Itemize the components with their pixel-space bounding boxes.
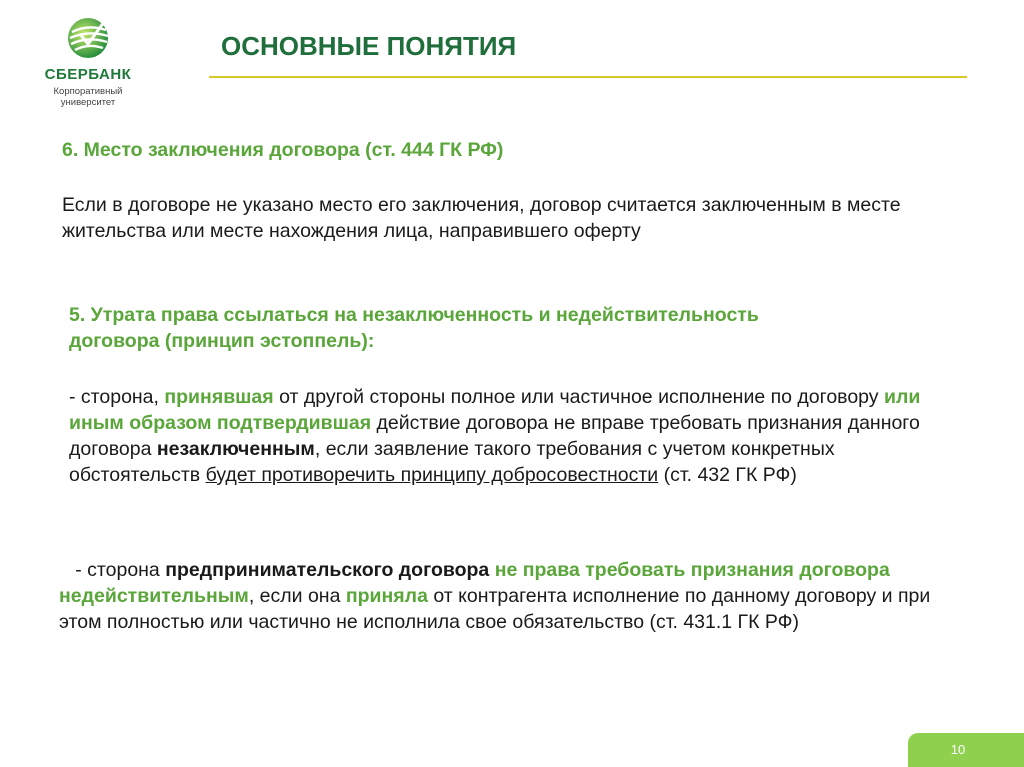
logo-subtitle-line2: университет <box>60 97 116 108</box>
p1-unconcluded: незаключенным <box>156 438 315 460</box>
p2-text7: от контрагента исполнение по данному договору и при этом полностью или частично не исполнила свое обязательство (ст. 431.1 ГК РФ) <box>59 585 931 633</box>
p2-accepted: приняла <box>345 585 428 607</box>
logo-name: СБЕРБАНК <box>44 66 132 83</box>
title-divider <box>209 76 967 78</box>
logo-subtitle <box>36 86 140 108</box>
sberbank-logo <box>36 14 146 110</box>
p1-text1: - сторона, <box>69 386 165 408</box>
p2-business-contract: предпринимательского договора <box>165 559 490 581</box>
p1-text7: , если заявление такого требования с учетом конкретных обстоятельств <box>69 438 835 486</box>
p1-text3: от другой стороны полное или частичное исполнение по договору <box>273 386 884 408</box>
page-title: ОСНОВНЫЕ ПОНЯТИЯ <box>221 31 517 61</box>
p1-text5: действие договора не вправе требовать признания данного договора <box>69 412 920 460</box>
p2-text1: - сторона <box>59 559 166 581</box>
p1-text9: (ст. 432 ГК РФ) <box>658 464 797 486</box>
section5-heading-line1: 5. Утрата права ссылаться на незаключенность и недействительность <box>69 304 759 326</box>
section6-text: Если в договоре не указано место его заключения, договор считается заключенным в месте жительства или месте нахождения лица, направившего оферту <box>62 194 901 242</box>
section5-paragraph2 <box>59 557 959 635</box>
p1-confirmed: или иным образом подтвердившая <box>69 386 921 434</box>
p1-good-faith: будет противоречить принципу добросовестности <box>205 464 659 486</box>
p2-no-right: не права требовать признания договора недействительным <box>59 559 890 607</box>
section5-heading-line2: договора (принцип эстоппель): <box>69 330 375 352</box>
section5-paragraph1 <box>69 384 949 488</box>
page-number: 10 <box>950 742 966 757</box>
section5-heading <box>69 302 949 354</box>
sberbank-emblem-icon <box>66 14 110 62</box>
p2-text5: , если она <box>248 585 346 607</box>
p1-accepted: принявшая <box>164 386 274 408</box>
page-number-badge <box>908 733 1024 767</box>
logo-subtitle-line1: Корпоративный <box>53 86 123 97</box>
section6-heading: 6. Место заключения договора (ст. 444 ГК РФ) <box>62 139 504 161</box>
